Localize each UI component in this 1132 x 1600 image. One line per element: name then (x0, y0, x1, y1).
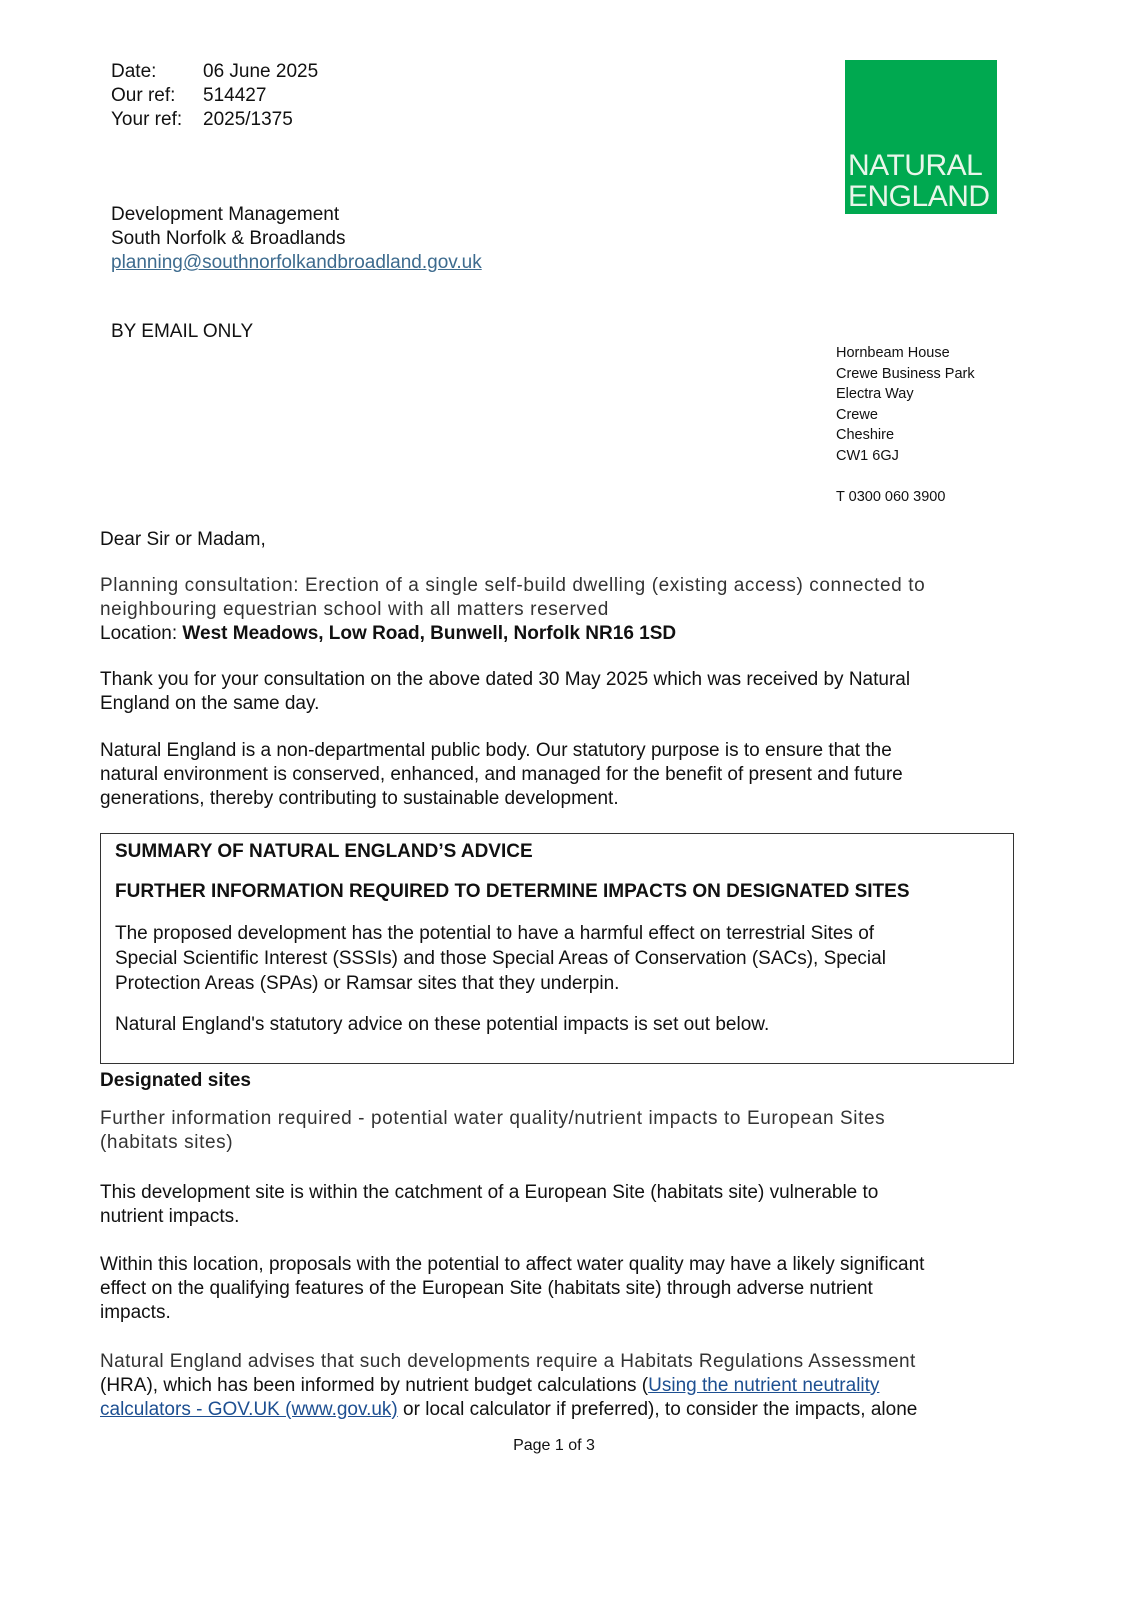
logo-text-natural: NATURAL (848, 149, 983, 182)
paragraph-line: This development site is within the catchment of a European Site (habitats site) vulnerable to (100, 1182, 879, 1203)
summary-line: The proposed development has the potential to have a harmful effect on terrestrial Sites of (115, 923, 875, 944)
paragraph-line: Thank you for your consultation on the above dated 30 May 2025 which was received by Natural (100, 669, 911, 690)
reference-block (111, 60, 318, 132)
summary-line: Protection Areas (SPAs) or Ramsar sites that they underpin. (115, 973, 620, 994)
paragraph-line: Natural England is a non-departmental public body. Our statutory purpose is to ensure that the (100, 740, 892, 761)
paragraph-line: Natural England advises that such developments require a Habitats Regulations Assessment (100, 1351, 916, 1372)
our-ref-label: Our ref: (111, 85, 176, 106)
subheading-line: (habitats sites) (100, 1132, 234, 1153)
paragraph-purpose (100, 739, 903, 811)
paragraph-line: England on the same day. (100, 693, 320, 714)
logo-text-england: ENGLAND (848, 180, 990, 213)
paragraph-line: generations, thereby contributing to sustainable development. (100, 788, 619, 809)
address-line: Crewe (836, 406, 878, 423)
paragraph-hra (100, 1350, 917, 1422)
paragraph-catchment (100, 1181, 878, 1229)
page-number: Page 1 of 3 (513, 1437, 595, 1454)
nutrient-calculator-link[interactable]: calculators - GOV.UK (www.gov.uk) (100, 1399, 398, 1420)
delivery-method: BY EMAIL ONLY (111, 321, 254, 342)
subject-block (100, 574, 925, 646)
subject-line: neighbouring equestrian school with all matters reserved (100, 599, 609, 620)
paragraph-text: or local calculator if preferred), to consider the impacts, alone (397, 1399, 918, 1420)
summary-body (115, 921, 886, 996)
address-line: Hornbeam House (836, 345, 950, 361)
recipient-line: South Norfolk & Broadlands (111, 228, 346, 249)
paragraph-line: Within this location, proposals with the potential to affect water quality may have a likely significant (100, 1254, 925, 1275)
address-line: Crewe Business Park (836, 365, 975, 382)
paragraph-line: impacts. (100, 1302, 171, 1323)
your-ref-label: Your ref: (111, 109, 183, 130)
address-line: Cheshire (836, 427, 895, 444)
your-ref-value: 2025/1375 (203, 109, 293, 130)
designated-subheading (100, 1107, 885, 1155)
subject-line: Planning consultation: Erection of a single self-build dwelling (existing access) connected to (100, 575, 926, 596)
recipient-block (111, 203, 482, 275)
paragraph-line: natural environment is conserved, enhanced, and managed for the benefit of present and future (100, 764, 903, 785)
summary-subtitle: FURTHER INFORMATION REQUIRED TO DETERMINE IMPACTS ON DESIGNATED SITES (115, 881, 910, 902)
address-line: CW1 6GJ (836, 447, 899, 464)
sender-phone: T 0300 060 3900 (836, 489, 946, 505)
paragraph-line: nutrient impacts. (100, 1206, 240, 1227)
summary-line: Special Scientific Interest (SSSIs) and those Special Areas of Conservation (SACs), Special (115, 948, 886, 969)
sender-address (836, 343, 975, 467)
paragraph-line: effect on the qualifying features of the European Site (habitats site) through adverse nutrient (100, 1278, 873, 1299)
date-label: Date: (111, 61, 157, 82)
address-line: Electra Way (836, 386, 914, 403)
nutrient-calculator-link[interactable]: Using the nutrient neutrality (648, 1375, 880, 1396)
location-label: Location: (100, 623, 183, 644)
recipient-line: Development Management (111, 204, 340, 225)
recipient-email-link[interactable]: planning@southnorfolkandbroadland.gov.uk (111, 252, 482, 273)
summary-title: SUMMARY OF NATURAL ENGLAND’S ADVICE (115, 841, 533, 862)
location-value: West Meadows, Low Road, Bunwell, Norfolk NR16 1SD (182, 623, 677, 644)
summary-note: Natural England's statutory advice on these potential impacts is set out below. (115, 1014, 770, 1035)
designated-sites-heading: Designated sites (100, 1070, 251, 1091)
subheading-line: Further information required - potential water quality/nutrient impacts to European Sites (100, 1108, 886, 1129)
paragraph-thanks (100, 668, 910, 716)
paragraph-text: (HRA), which has been informed by nutrient budget calculations ( (100, 1375, 649, 1396)
our-ref-value: 514427 (203, 85, 267, 106)
salutation: Dear Sir or Madam, (100, 529, 266, 550)
natural-england-logo (845, 60, 997, 214)
paragraph-water-quality (100, 1253, 924, 1325)
date-value: 06 June 2025 (203, 61, 319, 82)
